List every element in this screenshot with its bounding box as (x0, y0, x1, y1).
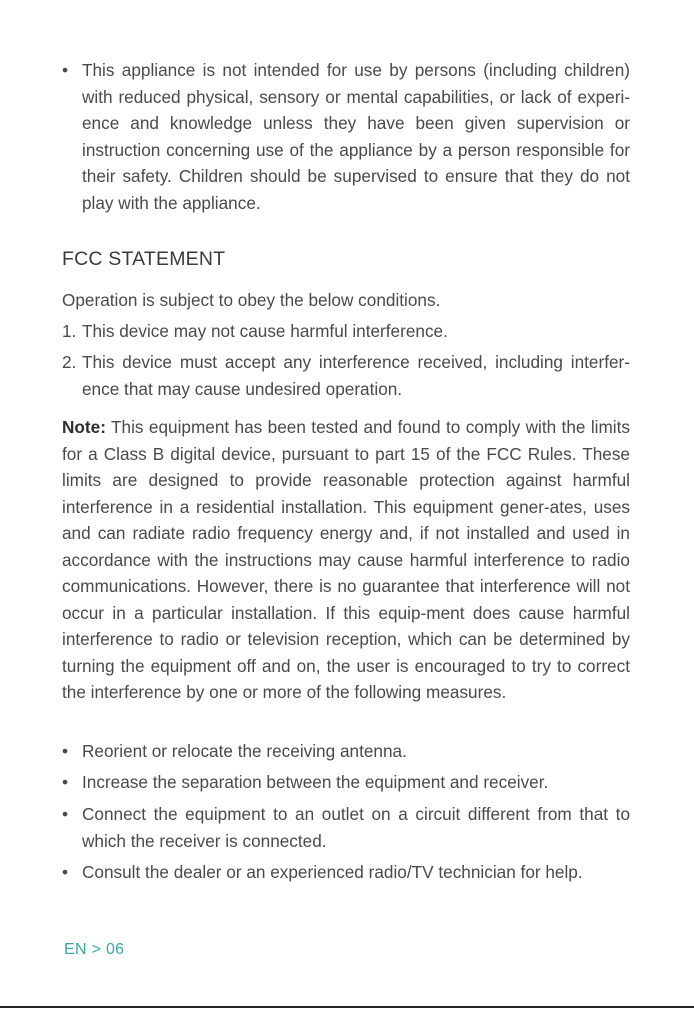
measure-item (62, 801, 630, 854)
measure-item (62, 738, 630, 765)
fcc-intro: Operation is subject to obey the below conditions. (62, 290, 441, 310)
safety-bullet (62, 57, 630, 216)
measure-text: Consult the dealer or an experienced radio/TV technician for help. (82, 862, 583, 882)
bullet-icon: • (62, 862, 69, 882)
bullet-icon: • (62, 741, 69, 761)
page-number: EN > 06 (64, 941, 125, 958)
condition-text: This device may not cause harmful interference. (82, 321, 448, 341)
condition-number: 1. (62, 321, 77, 341)
condition-text: This device must accept any interference received, including interfer-ence that may cause undesired operation. (82, 352, 630, 399)
condition-item (62, 349, 630, 402)
measure-text: Connect the equipment to an outlet on a circuit different from that to which the receiver is connected. (82, 804, 630, 851)
section-heading: FCC STATEMENT (62, 248, 226, 270)
measure-text: Reorient or relocate the receiving antenna. (82, 741, 407, 761)
measure-item (62, 769, 630, 796)
note-text: This equipment has been tested and found to comply with the limits for a Class B digital device, pursuant to part 15 of the FCC Rules. These limits are designed to provide reasonable protection against harmful interference in a residential installation. This equipment gener-ates, uses and can radiate radio frequency energy and, if not installed and used in accordance with the instructions may cause harmful interference to radio communications. However, there is no guarantee that interference will not occur in a particular installation. If this equip-ment does cause harmful interference to radio or television reception, which can be determined by turning the equipment off and on, the user is encouraged to try to correct the interference by one or more of the following measures. (62, 417, 630, 702)
bottom-rule (0, 1006, 694, 1008)
bullet-icon: • (62, 772, 69, 792)
safety-bullet-text: This appliance is not intended for use by persons (including children) with reduced physical, sensory or mental capabilities, or lack of experi-ence and knowledge unless they have been given supervision or instruction concerning use of the appliance by a person responsible for their safety. Children should be supervised to ensure that they do not play with the appliance. (82, 60, 630, 213)
condition-item (62, 318, 630, 345)
note-label: Note: (62, 417, 106, 437)
fcc-note (62, 414, 630, 706)
condition-number: 2. (62, 352, 77, 372)
measure-item (62, 859, 630, 886)
measure-text: Increase the separation between the equipment and receiver. (82, 772, 549, 792)
bullet-icon: • (62, 60, 69, 80)
bullet-icon: • (62, 804, 69, 824)
